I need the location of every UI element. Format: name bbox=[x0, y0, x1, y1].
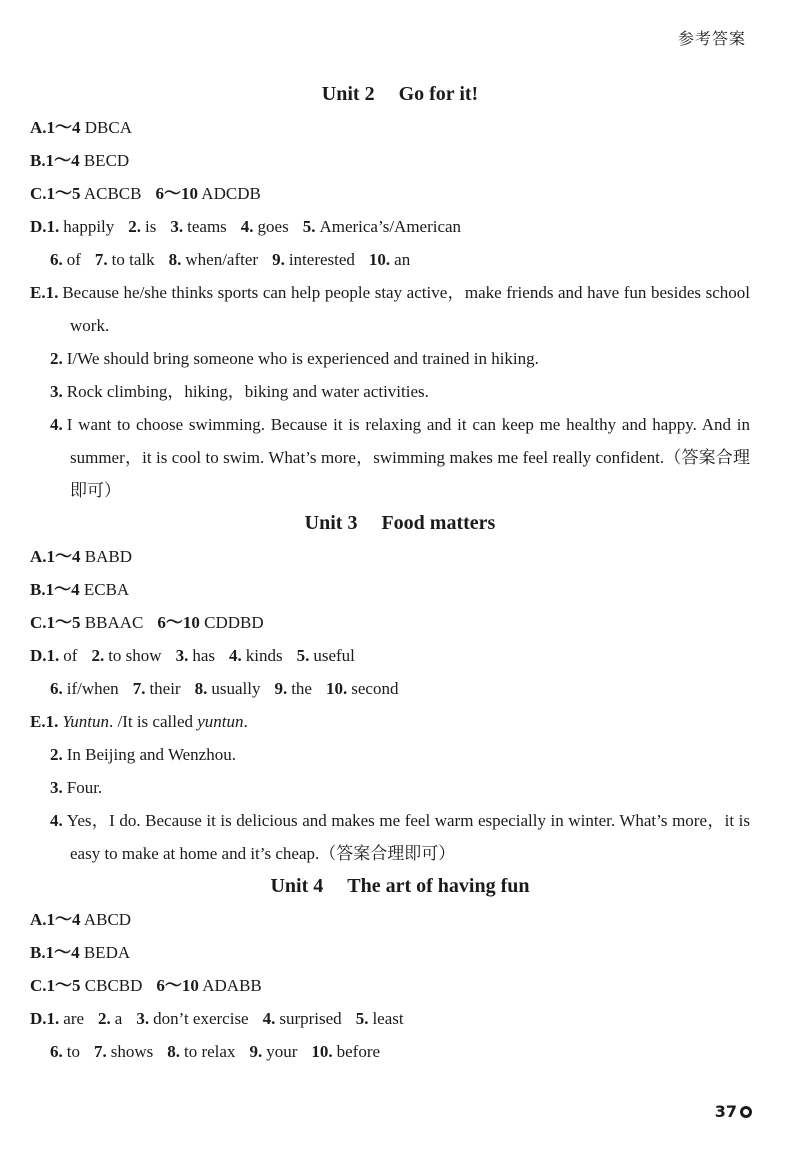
unit-2-section-e-item-4: 4. I want to choose swimming. Because it is relaxing and it can keep me healthy and happy. And in summer，it is cool to swim. What’s more，swimming makes me feel really confident.（答案合理即可） bbox=[50, 415, 750, 500]
unit-4-title bbox=[50, 870, 750, 903]
page-number: 37 bbox=[715, 1102, 752, 1121]
page-header: 参考答案 bbox=[677, 29, 746, 48]
unit-4-section-a: A.1～4 ABCD bbox=[30, 910, 132, 929]
unit-2-section-e-item-1: E.1. Because he/she thinks sports can help people stay active，make friends and have fun besides school work. bbox=[30, 283, 750, 335]
unit-number: Unit 2 bbox=[321, 83, 375, 105]
unit-4-section-c: C.1～5 CBCBD 6～10 ADABB bbox=[30, 976, 262, 995]
unit-number: Unit 3 bbox=[304, 512, 358, 534]
unit-3-section-b: B.1～4 ECBA bbox=[30, 580, 130, 599]
unit-2-section-b: B.1～4 BECD bbox=[30, 151, 130, 170]
unit-2-title bbox=[50, 78, 750, 111]
unit-2-section-d-row-1: D.1. happily 2. is 3. teams 4. goes 5. America’s/American bbox=[30, 217, 462, 236]
unit-name: The art of having fun bbox=[347, 875, 530, 897]
unit-3-section-e-item-1: E.1. Yuntun. /It is called yuntun. bbox=[30, 712, 248, 731]
unit-3-title bbox=[50, 507, 750, 540]
unit-name: Food matters bbox=[381, 512, 496, 534]
unit-name: Go for it! bbox=[398, 83, 479, 105]
unit-3-section-e-item-2: 2. In Beijing and Wenzhou. bbox=[50, 745, 236, 764]
unit-4-section-b: B.1～4 BEDA bbox=[30, 943, 131, 962]
unit-2-section-e-item-2: 2. I/We should bring someone who is experienced and trained in hiking. bbox=[50, 349, 539, 368]
unit-3-section-a: A.1～4 BABD bbox=[30, 547, 133, 566]
unit-number: Unit 4 bbox=[270, 875, 324, 897]
unit-2-section-c: C.1～5 ACBCB 6～10 ADCDB bbox=[30, 184, 261, 203]
unit-3-section-e-item-4: 4. Yes，I do. Because it is delicious and makes me feel warm especially in winter. What’s more，it is easy to make at home and it’s cheap.（答案合理即可） bbox=[50, 811, 750, 863]
unit-4-section-d-row-2: 6. to 7. shows 8. to relax 9. your 10. before bbox=[50, 1042, 381, 1061]
unit-4-section-d-row-1: D.1. are 2. a 3. don’t exercise 4. surprised 5. least bbox=[30, 1009, 404, 1028]
unit-3-section-d-row-1: D.1. of 2. to show 3. has 4. kinds 5. useful bbox=[30, 646, 355, 665]
unit-2-section-a: A.1～4 DBCA bbox=[30, 118, 133, 137]
unit-2-section-d-row-2: 6. of 7. to talk 8. when/after 9. interested 10. an bbox=[50, 250, 411, 269]
answer-key bbox=[30, 78, 750, 1068]
unit-2-section-e-item-3: 3. Rock climbing，hiking，biking and water activities. bbox=[50, 382, 429, 401]
page-ornament-icon bbox=[740, 1106, 752, 1118]
unit-3-section-d-row-2: 6. if/when 7. their 8. usually 9. the 10. second bbox=[50, 679, 399, 698]
unit-3-section-e-item-3: 3. Four. bbox=[50, 778, 103, 797]
unit-3-section-c: C.1～5 BBAAC 6～10 CDDBD bbox=[30, 613, 264, 632]
